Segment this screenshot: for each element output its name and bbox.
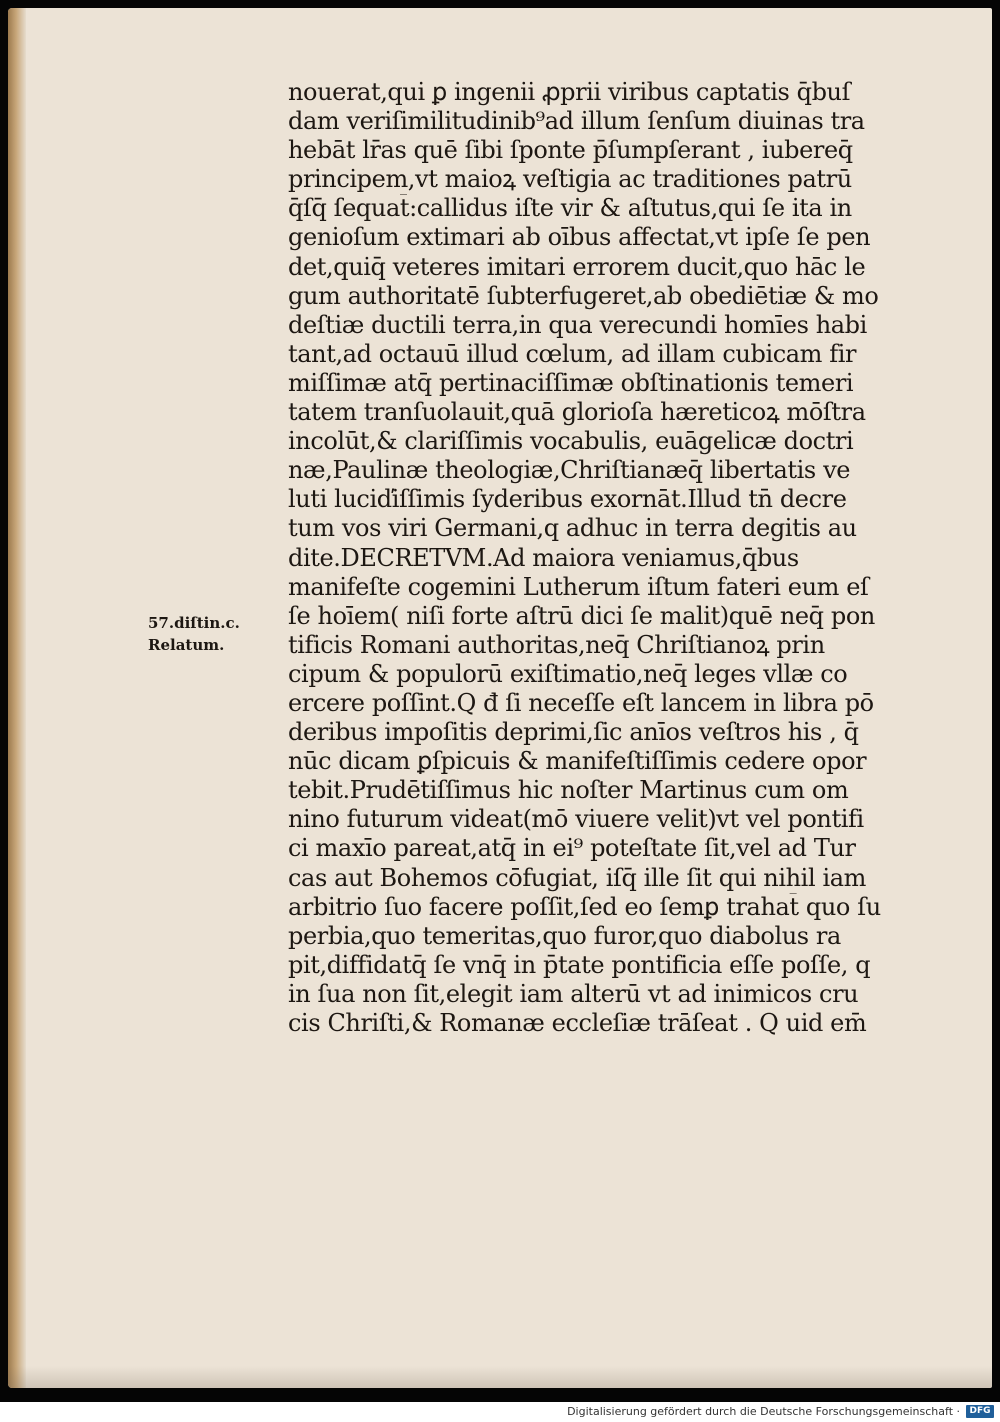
text-line: dam veriſimilitudinib⁹ad illum ſenſum diuinas tra	[288, 107, 865, 136]
text-line: det,quiq̄ veteres imitari errorem ducit,quo hāc le	[288, 252, 866, 281]
page-bottom-shadow	[8, 1366, 992, 1388]
page-binding-edge	[8, 8, 26, 1388]
text-line: perbia,quo temeritas,quo furor,quo diabolus ra	[288, 921, 841, 950]
text-line: deribus impoſitis deprimi,ſic anīos veſtros his , q̄	[288, 718, 859, 747]
text-line: ſe hoīem( niſi forte aſtrū dici ſe malit)quē neq̄ pon	[288, 601, 875, 630]
marginal-note	[148, 612, 288, 656]
text-line: incolūt,& clariſſimis vocabulis, euāgelicæ doctri	[288, 427, 854, 456]
text-line: luti luciďiſſimis ſyderibus exornāt.Illud tn̄ decre	[288, 485, 847, 514]
text-line: principem,vt maioꝝ veſtigia ac traditiones patrū	[288, 165, 852, 194]
marginal-note-line: 57.diſtin.c.	[148, 614, 240, 632]
text-line: tant,ad octauū illud cœlum, ad illam cubicam fir	[288, 339, 857, 368]
book-page	[8, 8, 992, 1388]
text-line: næ,Paulinæ theologiæ,Chriſtianæq̄ libertatis ve	[288, 456, 851, 485]
text-line: in ſua non ſit,elegit iam alterū vt ad inimicos cru	[288, 979, 859, 1008]
text-line: tatem tranſuolauit,quā glorioſa hæreticoꝝ mōſtra	[288, 398, 866, 427]
text-line: ci maxīo pareat,atq̄ in ei⁹ poteſtate ſit,vel ad Tur	[288, 834, 856, 863]
text-line: genioſum extimari ab oībus affectat,vt ipſe ſe pen	[288, 223, 871, 252]
text-line: dite.DECRETVM.Ad maiora veniamus,q̄bus	[288, 543, 799, 572]
text-line: nouerat,qui ꝑ ingenii ꝓprii viribus captatis q̄buſ	[288, 78, 851, 106]
text-line: cas aut Bohemos cōfugiat, iſq̄ ille ſit qui nihil iam	[288, 863, 866, 892]
text-line: manifeſte cogemini Lutherum iſtum fateri eum eſ	[288, 572, 869, 601]
text-line: ercere poſſint.Q đ ſi neceſſe eſt lancem in libra pō	[288, 688, 874, 717]
footer-bar	[0, 1402, 1000, 1422]
text-line: q̄ſq̄ ſequat̄:callidus iſte vir & aſtutus,qui ſe ita in	[288, 194, 852, 223]
text-line: nūc dicam ꝑſpicuis & manifeſtiſſimis cedere opor	[288, 747, 867, 776]
dfg-logo-icon[interactable]: DFG	[966, 1405, 994, 1418]
text-line: cipum & populorū exiſtimatio,neq̄ leges vllæ co	[288, 659, 848, 688]
text-line: deſtiæ ductili terra,in qua verecundi homīes habi	[288, 310, 867, 339]
text-line: cis Chriſti,& Romanæ eccleſiæ trāſeat . Q uid em̄	[288, 1009, 867, 1037]
digitization-credit: Digitalisierung gefördert durch die Deutsche Forschungsgemeinschaft ·	[567, 1405, 960, 1418]
marginal-note-line: Relatum.	[148, 636, 225, 654]
text-line: gum authoritatē ſubterfugeret,ab obediētiæ & mo	[288, 281, 879, 310]
text-line: tebit.Prudētiſſimus hic noſter Martinus cum om	[288, 776, 849, 805]
text-line: tum vos viri Germani,q adhuc in terra degitis au	[288, 514, 857, 543]
text-line: hebāt lr̄as quē ſibi ſponte p̄ſumpſerant , iubereq̄	[288, 136, 853, 165]
text-line: tificis Romani authoritas,neq̄ Chriſtianoꝝ prin	[288, 630, 825, 659]
text-line: miſſimæ atq̄ pertinaciſſimæ obſtinationis temeri	[288, 368, 854, 397]
text-line: pit,diffidatq̄ ſe vnq̄ in p̄tate pontificia eſſe poſſe, q	[288, 950, 871, 979]
main-text-block	[288, 78, 928, 1038]
text-line: nino futurum videat(mō viuere velit)vt vel pontifi	[288, 805, 864, 834]
text-line: arbitrio ſuo facere poſſit,ſed eo ſemꝑ trahat̄ quo ſu	[288, 892, 881, 921]
